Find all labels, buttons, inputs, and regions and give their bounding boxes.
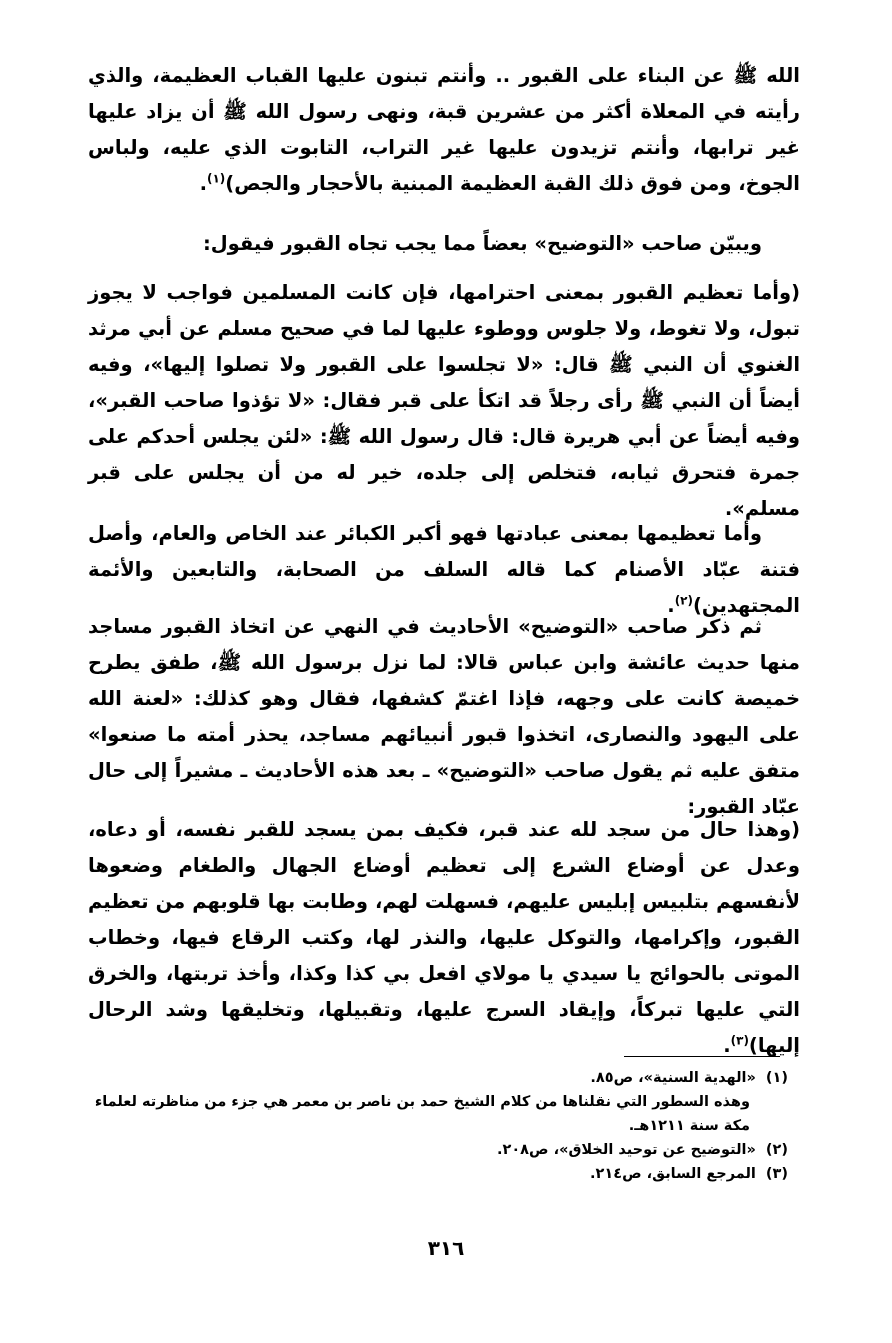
footnote-item [88,1138,788,1162]
footnote-number: (١) [765,1070,788,1086]
paragraph-4: وأما تعظيمها بمعنى عبادتها فهو أكبر الكبائر عند الخاص والعام، وأصل فتنة عبّاد الأصنام كما قاله السلف من الصحابة، والتابعين والأئمة المجتهدين)$^{(٢)}$. [88,522,800,617]
paragraph-6: (وهذا حال من سجد لله عند قبر، فكيف بمن يسجد للقبر نفسه، أو دعاه، وعدل عن أوضاع الشرع إلى تعظيم أوضاع الجهال والطغام وضعوها لأنفسهم بتلبيس إبليس عليهم، فسهلت لهم، وطابت بها قلوبهم من تعظيم القبور، وإكرامها، والتوكل عليها، والنذر لها، وكتب الرقاع فيها، وخطاب الموتى بالحوائج يا سيدي يا مولاي افعل بي كذا وكذا، وأخذ تربتها، والخرق التي عليها تبركاً، وإيقاد السرج عليها، وتقبيلها، وتخليقها وشد الرحال إليها)$^{(٣)}$. [88,818,800,1057]
footnote-text: «التوضيح عن توحيد الخلاق»، ص٢٠٨. [496,1142,756,1158]
footnotes [88,1066,788,1186]
footnote-number: (٣) [765,1166,788,1182]
paragraph-2-text: ويبيّن صاحب «التوضيح» بعضاً مما يجب تجاه القبور فيقول: [202,232,762,255]
paragraph-3 [88,275,800,527]
paragraph-2 [88,226,800,262]
footnote-item [88,1090,788,1138]
paragraph-1: الله ﷺ عن البناء على القبور .. وأنتم تبنون عليها القباب العظيمة، والذي رأيته في المعلاة أكثر من عشرين قبة، ونهى رسول الله ﷺ أن يزاد عليها غير ترابها، وأنتم تزيدون عليها غير التراب، التابوت الذي عليه، ولباس الجوخ، ومن فوق ذلك القبة العظيمة المبنية بالأحجار والجص)$^{(١)}$. [88,64,800,195]
footnote-text: «الهدية السنية»، ص٨٥. [590,1070,756,1086]
paragraph-4-text: وأما تعظيمها بمعنى عبادتها فهو أكبر الكبائر عند الخاص والعام، وأصل فتنة عبّاد الأصنام كما قاله السلف من الصحابة، والتابعين والأئمة المجتهدين) [88,522,800,617]
footnote-item [88,1162,788,1186]
footnote-text: وهذه السطور التي نقلناها من كلام الشيخ حمد بن ناصر بن معمر هي جزء من مناظرته لعلماء مكة سنة ١٢١١هـ. [94,1094,750,1134]
paragraph-5 [88,609,800,825]
footnote-ref-1[interactable]: (١) [206,171,226,186]
paragraph-1-text: الله ﷺ عن البناء على القبور .. وأنتم تبنون عليها القباب العظيمة، والذي رأيته في المعلاة أكثر من عشرين قبة، ونهى رسول الله ﷺ أن يزاد عليها غير ترابها، وأنتم تزيدون عليها غير التراب، التابوت الذي عليه، ولباس الجوخ، ومن فوق ذلك القبة العظيمة المبنية بالأحجار والجص) [88,64,800,195]
footnote-divider [624,1056,780,1057]
footnote-ref-2[interactable]: (٢) [674,593,693,608]
paragraph-3-text: (وأما تعظيم القبور بمعنى احترامها، فإن كانت المسلمين فواجب لا يجوز تبول، ولا تغوط، ولا جلوس ووطوء عليها لما في صحيح مسلم عن أبي مرثد الغنوي أن النبي ﷺ قال: «لا تجلسوا على القبور ولا تصلوا إليها»، وفيه أيضاً أن النبي ﷺ رأى رجلاً قد اتكأ على قبر فقال: «لا تؤذوا صاحب القبر»، وفيه أيضاً عن أبي هريرة قال: قال رسول الله ﷺ: «لئن يجلس أحدكم على جمرة فتحرق ثيابه، فتخلص إلى جلده، خير له من أن يجلس على قبر مسلم». [88,281,800,520]
footnote-ref-3[interactable]: (٣) [730,1033,749,1048]
footnote-number: (٢) [765,1142,788,1158]
page-number: ٣١٦ [427,1236,465,1260]
footnote-item [88,1066,788,1090]
paragraph-6-text: (وهذا حال من سجد لله عند قبر، فكيف بمن يسجد للقبر نفسه، أو دعاه، وعدل عن أوضاع الشرع إلى تعظيم أوضاع الجهال والطغام وضعوها لأنفسهم بتلبيس إبليس عليهم، فسهلت لهم، وطابت بها قلوبهم من تعظيم القبور، وإكرامها، والتوكل عليها، والنذر لها، وكتب الرقاع فيها، وخطاب الموتى بالحوائج يا سيدي يا مولاي افعل بي كذا وكذا، وأخذ تربتها، والخرق التي عليها تبركاً، وإيقاد السرج عليها، وتقبيلها، وتخليقها وشد الرحال إليها) [88,818,800,1057]
footnote-text: المرجع السابق، ص٢١٤. [590,1166,756,1182]
paragraph-5-text: ثم ذكر صاحب «التوضيح» الأحاديث في النهي عن اتخاذ القبور مساجد منها حديث عائشة وابن عباس قالا: لما نزل برسول الله ﷺ، طفق يطرح خميصة كانت على وجهه، فإذا اغتمّ كشفها، فقال وهو كذلك: «لعنة الله على اليهود والنصارى، اتخذوا قبور أنبيائهم مساجد، يحذر أمته ما صنعوا» متفق عليه ثم يقول صاحب «التوضيح» ـ بعد هذه الأحاديث ـ مشيراً إلى حال عبّاد القبور: [88,615,800,818]
